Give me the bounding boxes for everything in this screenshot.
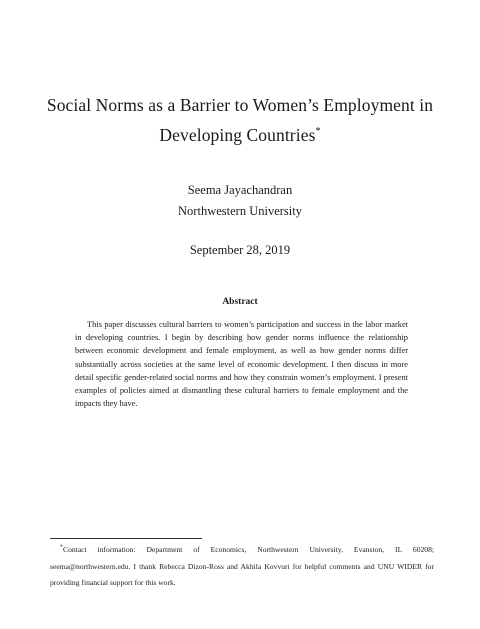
author-name: Seema Jayachandran bbox=[187, 183, 293, 197]
paper-date: September 28, 2019 bbox=[189, 243, 291, 257]
footnote-marker: * bbox=[60, 544, 63, 551]
footnote bbox=[50, 542, 434, 592]
abstract-body: This paper discusses cultural barriers to women’s participation and success in the labor market in developing countries. I begin by describing how gender norms influence the relationship between economic development and female employment, as well as how gender norms differ substantially across societies at the same level of economic development. I then discuss in more detail specific gender-related social norms and how they constrain women’s employment. I present examples of policies aimed at dismantling these cultural barriers to female employment and the impacts they have. bbox=[75, 320, 408, 409]
author-affiliation: Northwestern University bbox=[178, 204, 302, 218]
title-line-2-text: Developing Countries bbox=[159, 125, 316, 145]
paper-title bbox=[30, 90, 450, 150]
abstract-heading: Abstract bbox=[222, 297, 258, 307]
title-line-2 bbox=[30, 120, 450, 150]
title-line-1: Social Norms as a Barrier to Women’s Employment in bbox=[46, 95, 434, 115]
footnote-text: Contact information: Department of Economics, Northwestern University, Evanston, IL 60208; seema@northwestern.edu. I thank Rebecca Dizon-Ross and Akhila Kovvuri for helpful comments and UNU WIDER for providing financial support for this work. bbox=[50, 545, 434, 587]
title-footnote-marker[interactable]: * bbox=[315, 126, 321, 138]
footnote-rule bbox=[50, 538, 202, 539]
author-block bbox=[0, 180, 480, 222]
